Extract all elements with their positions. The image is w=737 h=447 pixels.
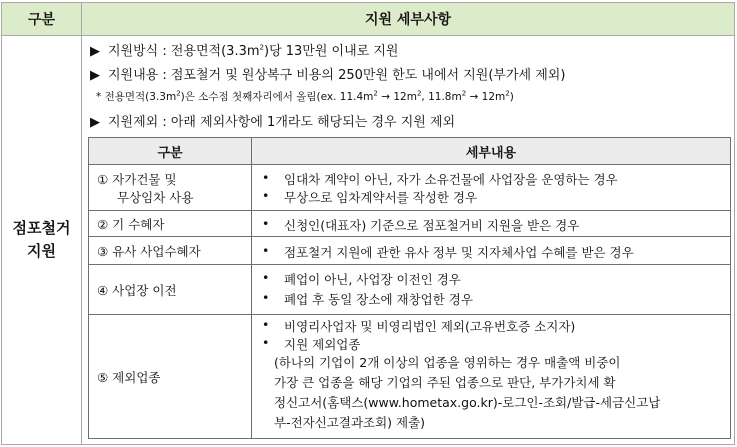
row-label xyxy=(2,36,82,444)
row-category: ⑤ 제외업종 xyxy=(89,315,252,438)
inner-header-details: 세부내용 xyxy=(252,138,730,165)
detail-paragraph-line: 부-전자신고결과조회) 제출) xyxy=(274,415,426,430)
arrow-icon: ▶ xyxy=(90,44,100,59)
bullet-dot: • xyxy=(262,188,270,203)
bullet-dot: • xyxy=(262,270,270,285)
table-row xyxy=(89,165,730,211)
row-details: • 임대차 계약이 아닌, 자가 소유건물에 사업장을 운영하는 경우 • 무상으로 임차계약서를 작성한 경우 xyxy=(262,170,618,205)
area-note: * 전용면적$(3.3m^2)$은 소수점 첫째자리에서 올림(ex. $11.4m^2 \to 12m^2$, $11.8m^2 \to 12m^2$) xyxy=(96,89,514,103)
exclusion-table xyxy=(88,137,731,439)
arrow-icon: ▶ xyxy=(90,68,100,83)
row-label-line2: 지원 xyxy=(27,242,56,260)
table-row xyxy=(89,237,730,265)
bullet-dot: • xyxy=(262,290,270,305)
table-row xyxy=(89,265,730,315)
detail-paragraph-line: 가장 큰 업종을 해당 기업의 주된 업종으로 판단, 부가가치세 확 xyxy=(274,375,616,390)
header-details: 지원 세부사항 xyxy=(82,3,734,36)
detail-paragraph-line: (하나의 기업이 2개 이상의 업종을 영위하는 경우 매출액 비중이 xyxy=(274,355,621,370)
details-cell xyxy=(82,36,734,444)
detail-paragraph-line: 정신고서(홈택스(www.hometax.go.kr)-로그인-조회/발급-세금신고납 xyxy=(274,395,661,410)
row-category: ③ 유사 사업수혜자 xyxy=(89,237,252,264)
header-category: 구분 xyxy=(2,3,82,36)
row-label-line1: 점포철거 xyxy=(12,219,71,237)
row-category: ④ 사업장 이전 xyxy=(89,265,252,314)
bullet-dot: • xyxy=(262,170,270,185)
bullet-dot: • xyxy=(262,335,270,350)
row-details: • 비영리사업자 및 비영리법인 제외(고유번호증 소지자) • 지원 제외업종 (하나의 기업이 2개 이상의 업종을 영위하는 경우 매출액 비중이 가장 큰 업종을 해당 기업의 주된 업종으로 판단, 부가가치세 확 정신고서(홈택스(www.hometax.go.kr)-로그인-조회/발급-세금신고납 부-전자신고결과조회) 제출) xyxy=(262,317,661,430)
bullet-exclusion: ▶ 지원제외 : 아래 제외사항에 1개라도 해당되는 경우 지원 제외 xyxy=(90,115,456,130)
table-row xyxy=(89,211,730,237)
support-table xyxy=(1,2,735,445)
bullet-dot: • xyxy=(262,243,270,258)
bullet-dot: • xyxy=(262,317,270,332)
bullet-content: ▶ 지원내용 : 점포철거 및 원상복구 비용의 250만원 한도 내에서 지원(부가세 제외) xyxy=(90,68,566,83)
row-category: ② 기 수혜자 xyxy=(89,211,252,236)
table-row xyxy=(89,315,730,438)
row-details: • 신청인(대표자) 기준으로 점포철거비 지원을 받은 경우 xyxy=(262,216,580,233)
row-category: ① 자가건물 및 무상임차 사용 xyxy=(89,165,252,210)
bullet-method: ▶ 지원방식 : 전용면적$(3.3m^2)$당 13만원 이내로 지원 xyxy=(90,43,399,59)
bullet-dot: • xyxy=(262,216,270,231)
row-details: • 폐업이 아닌, 사업장 이전인 경우 • 폐업 후 동일 장소에 재창업한 경우 xyxy=(262,270,473,307)
inner-header-category: 구분 xyxy=(89,138,252,165)
arrow-icon: ▶ xyxy=(90,115,100,130)
row-details: • 점포철거 지원에 관한 유사 정부 및 지자체사업 수혜를 받은 경우 xyxy=(262,243,634,260)
